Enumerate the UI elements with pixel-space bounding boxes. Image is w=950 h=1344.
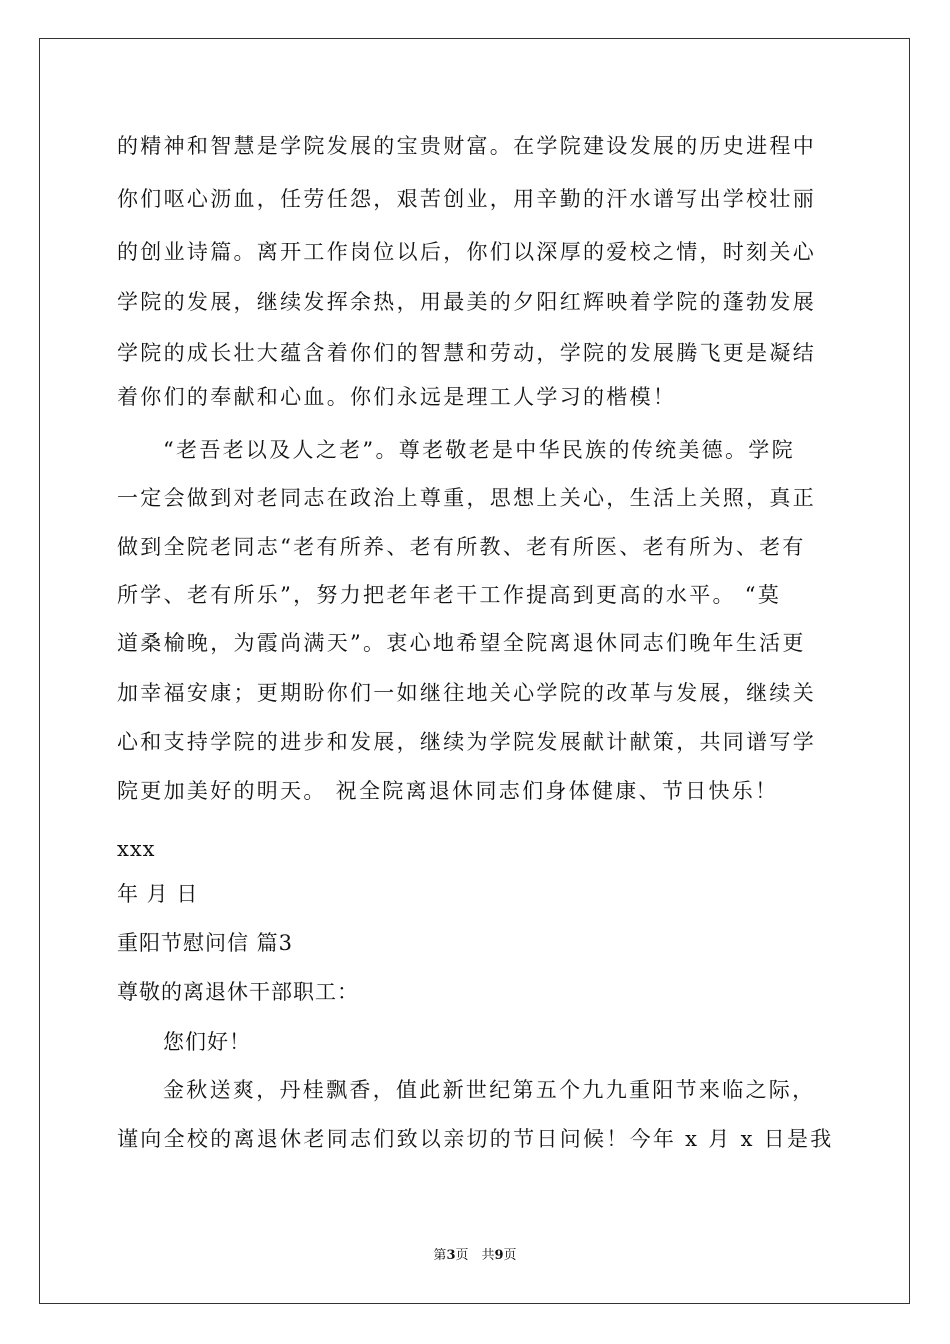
text-line: 学院的成长壮大蕴含着你们的智慧和劳动，学院的发展腾飞更是凝结 <box>117 341 816 365</box>
text-line: 一定会做到对老同志在政治上尊重，思想上关心，生活上关照，真正 <box>117 486 816 510</box>
page-number-footer <box>0 1248 950 1264</box>
page-border <box>39 38 910 1304</box>
salutation: 尊敬的离退休干部职工： <box>117 980 359 1004</box>
text-line: “老吾老以及人之老”。尊老敬老是中华民族的传统美德。学院 <box>163 438 795 462</box>
text-line: 的创业诗篇。离开工作岗位以后，你们以深厚的爱校之情，时刻关心 <box>117 240 816 264</box>
page-prefix: 第 <box>433 1248 447 1263</box>
text-line: 所学、老有所乐”，努力把老年老干工作提高到更高的水平。 “莫 <box>117 583 782 607</box>
text-line: 道桑榆晚，为霞尚满天”。衷心地希望全院离退休同志们晚年生活更 <box>117 631 806 655</box>
text-line: 金秋送爽，丹桂飘香，值此新世纪第五个九九重阳节来临之际， <box>163 1078 816 1102</box>
text-line: 谨向全校的离退休老同志们致以亲切的节日问候！今年 x 月 x 日是我 <box>117 1127 834 1151</box>
page-total: 9 <box>494 1248 504 1263</box>
text-line: 学院的发展，继续发挥余热，用最美的夕阳红辉映着学院的蓬勃发展 <box>117 290 816 314</box>
section-heading: 重阳节慰问信 篇3 <box>117 931 294 955</box>
text-line: 的精神和智慧是学院发展的宝贵财富。在学院建设发展的历史进程中 <box>117 134 816 158</box>
page-current: 3 <box>446 1248 456 1263</box>
text-line: 心和支持学院的进步和发展，继续为学院发展献计献策，共同谱写学 <box>117 730 816 754</box>
page-suffix: 页 <box>503 1248 517 1263</box>
page-mid: 页 共 <box>455 1248 495 1263</box>
text-line: 加幸福安康；更期盼你们一如继往地关心学院的改革与发展，继续关 <box>117 681 816 705</box>
signature: xxx <box>117 837 156 861</box>
text-line: 院更加美好的明天。 祝全院离退休同志们身体健康、节日快乐！ <box>117 779 779 803</box>
greeting: 您们好！ <box>163 1030 251 1054</box>
text-line: 做到全院老同志“老有所养、老有所教、老有所医、老有所为、老有 <box>117 535 806 559</box>
date-line: 年 月 日 <box>117 882 199 906</box>
text-line: 着你们的奉献和心血。你们永远是理工人学习的楷模！ <box>117 385 677 409</box>
text-line: 你们呕心沥血，任劳任怨，艰苦创业，用辛勤的汗水谱写出学校壮丽 <box>117 187 816 211</box>
